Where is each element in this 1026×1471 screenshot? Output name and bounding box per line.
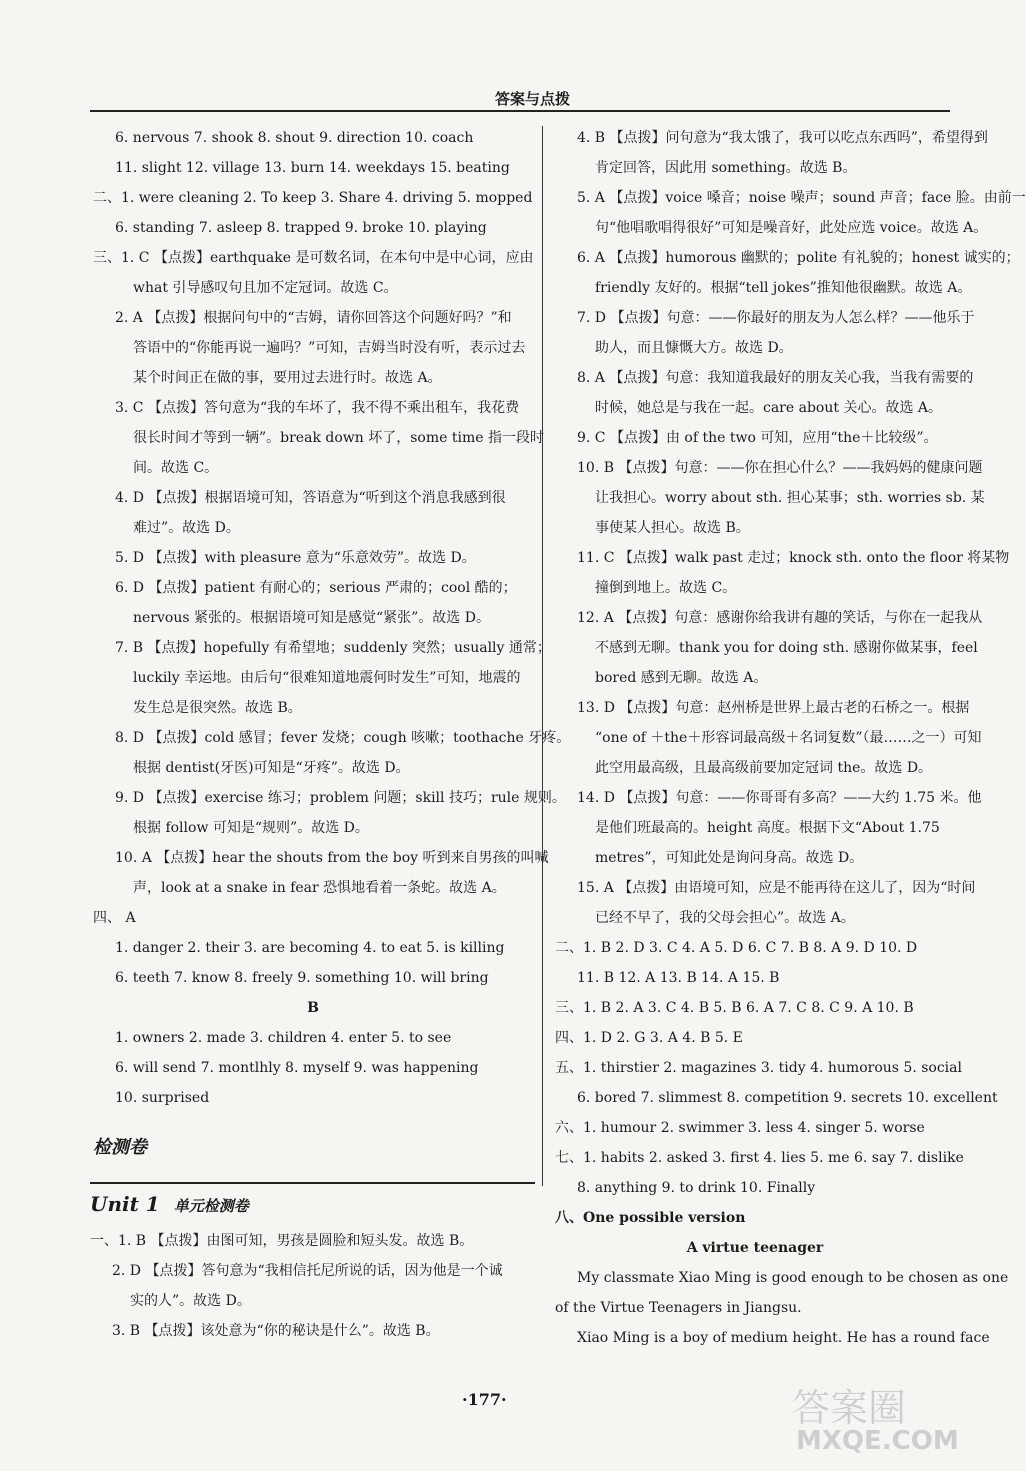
answer-line: 1. owners 2. made 3. children 4. enter 5. to see (115, 1030, 452, 1046)
answer-line: 四、1. D 2. G 3. A 4. B 5. E (555, 1030, 743, 1046)
answer-line: 间。故选 C。 (133, 460, 219, 476)
answer-line: luckily 幸运地。由后句“很难知道地震何时发生”可知，地震的 (133, 670, 521, 686)
answer-line: 10. A 【点拨】hear the shouts from the boy 听到来自男孩的叫喊 (115, 850, 549, 866)
answer-line: 助人，而且慷慨大方。故选 D。 (595, 340, 793, 356)
answer-line: 八、One possible version (555, 1210, 746, 1226)
answer-line: 8. A 【点拨】句意：我知道我最好的朋友关心我，当我有需要的 (577, 370, 974, 386)
answer-line: 事使某人担心。故选 B。 (595, 520, 750, 536)
answer-line: 6. bored 7. slimmest 8. competition 9. secrets 10. excellent (577, 1090, 998, 1106)
answer-line: 8. D 【点拨】cold 感冒；fever 发烧；cough 咳嗽；toothache 牙疼。 (115, 730, 571, 746)
answer-line: 1. danger 2. their 3. are becoming 4. to eat 5. is killing (115, 940, 505, 956)
answer-line: 6. will send 7. montlhly 8. myself 9. was happening (115, 1060, 479, 1076)
answer-line: 实的人”。故选 D。 (130, 1293, 251, 1309)
answer-line: 6. teeth 7. know 8. freely 9. something 10. will bring (115, 970, 489, 986)
answer-line: 12. A 【点拨】句意：感谢你给我讲有趣的笑话，与你在一起我从 (577, 610, 983, 626)
answer-line: 4. D 【点拨】根据语境可知，答语意为“听到这个消息我感到很 (115, 490, 506, 506)
answer-line: 一、1. B 【点拨】由图可知，男孩是圆脸和短头发。故选 B。 (90, 1233, 474, 1249)
answer-line: 5. A 【点拨】voice 嗓音；noise 噪声；sound 声音；face 脸。由前一 (577, 190, 1026, 206)
left-column (93, 123, 571, 1165)
answer-line: 8. anything 9. to drink 10. Finally (577, 1180, 816, 1196)
unit-title (90, 1184, 535, 1226)
answer-line: nervous 紧张的。根据语境可知是感觉“紧张”。故选 D。 (133, 610, 490, 626)
unit-subtitle: 单元检测卷 (173, 1197, 249, 1215)
page-header (90, 84, 950, 112)
watermark-text-cn: 答案圈 (792, 1386, 907, 1430)
section-title: 检测卷 (93, 1137, 147, 1158)
answer-line: 让我担心。worry about sth. 担心某事；sth. worries sb. 某 (595, 490, 985, 506)
answer-line: 7. D 【点拨】句意：——你最好的朋友为人怎么样？——他乐于 (577, 310, 975, 326)
answer-line: 四、 A (93, 910, 136, 926)
answer-line: 撞倒到地上。故选 C。 (595, 580, 737, 596)
answer-line: 答语中的“你能再说一遍吗？”可知，吉姆当时没有听，表示过去 (133, 340, 526, 356)
answer-line: 声，look at a snake in fear 恐惧地看着一条蛇。故选 A。 (133, 880, 506, 896)
answer-line: 6. nervous 7. shook 8. shout 9. direction 10. coach (115, 130, 474, 146)
answer-line: friendly 友好的。根据“tell jokes”推知他很幽默。故选 A。 (595, 280, 972, 296)
answer-line: 6. D 【点拨】patient 有耐心的；serious 严肃的；cool 酷的； (115, 580, 517, 596)
answer-line: 很长时间才等到一辆”。break down 坏了，some time 指一段时 (133, 430, 544, 446)
answer-line: Xiao Ming is a boy of medium height. He has a round face (577, 1330, 990, 1346)
answer-line: 13. D 【点拨】句意：赵州桥是世界上最古老的石桥之一。根据 (577, 700, 970, 716)
answer-line: My classmate Xiao Ming is good enough to be chosen as one (577, 1270, 1009, 1286)
answer-line: 11. slight 12. village 13. burn 14. weekdays 15. beating (115, 160, 510, 176)
watermark-logo (782, 1377, 972, 1455)
right-column (555, 123, 1026, 1353)
answer-line: 2. D 【点拨】答句意为“我相信托尼所说的话，因为他是一个诚 (112, 1263, 503, 1279)
essay (555, 1263, 1009, 1353)
answer-line: 10. B 【点拨】句意：——你在担心什么？——我妈妈的健康问题 (577, 460, 983, 476)
answer-line: 不感到无聊。thank you for doing sth. 感谢你做某事，feel (595, 640, 978, 656)
answer-line: B (307, 1000, 319, 1016)
answer-line: 难过”。故选 D。 (133, 520, 240, 536)
answer-line: 10. surprised (115, 1090, 210, 1106)
answer-line: 发生总是很突然。故选 B。 (133, 700, 302, 716)
answer-line: metres”，可知此处是询问身高。故选 D。 (595, 850, 864, 866)
answer-line: 6. standing 7. asleep 8. trapped 9. broke 10. playing (115, 220, 487, 236)
answer-line: 5. D 【点拨】with pleasure 意为“乐意效劳”。故选 D。 (115, 550, 476, 566)
answer-line: 4. B 【点拨】问句意为“我太饿了，我可以吃点东西吗”，希望得到 (577, 130, 988, 146)
answer-line: 已经不早了，我的父母会担心”。故选 A。 (595, 910, 855, 926)
unit-number: Unit 1 (90, 1192, 160, 1216)
answer-line: 五、1. thirstier 2. magazines 3. tidy 4. humorous 5. social (555, 1060, 962, 1076)
answer-line: 时候，她总是与我在一起。care about 关心。故选 A。 (595, 400, 943, 416)
answer-line: “one of ＋the＋形容词最高级＋名词复数”（最……之一）可知 (595, 730, 982, 746)
answer-line: bored 感到无聊。故选 A。 (595, 670, 768, 686)
answer-line: 二、1. were cleaning 2. To keep 3. Share 4. driving 5. mopped (93, 190, 533, 206)
answer-line: 根据 follow 可知是“规则”。故选 D。 (133, 820, 369, 836)
answer-line: 3. B 【点拨】该处意为“你的秘诀是什么”。故选 B。 (112, 1323, 440, 1339)
header-title: 答案与点拨 (495, 90, 571, 108)
answer-line: 9. D 【点拨】exercise 练习；problem 问题；skill 技巧；rule 规则。 (115, 790, 566, 806)
answer-line: 14. D 【点拨】句意：——你哥哥有多高？——大约 1.75 米。他 (577, 790, 982, 806)
unit-section (90, 1182, 535, 1346)
answer-line: 三、1. C 【点拨】earthquake 是可数名词，在本句中是中心词，应由 (93, 250, 534, 266)
answer-line: 3. C 【点拨】答句意为“我的车坏了，我不得不乘出租车，我花费 (115, 400, 520, 416)
watermark-text-en: MXQE.COM (796, 1426, 959, 1456)
answer-line: 11. C 【点拨】walk past 走过；knock sth. onto the floor 将某物 (577, 550, 1010, 566)
answer-line: A virtue teenager (686, 1240, 824, 1256)
answer-line: 六、1. humour 2. swimmer 3. less 4. singer 5. worse (555, 1120, 925, 1136)
answer-line: 二、1. B 2. D 3. C 4. A 5. D 6. C 7. B 8. A 9. D 10. D (555, 940, 918, 956)
answer-line: what 引导感叹句且加不定冠词。故选 C。 (133, 280, 398, 296)
answer-line: 7. B 【点拨】hopefully 有希望地；suddenly 突然；usually 通常； (115, 640, 551, 656)
answer-line: 11. B 12. A 13. B 14. A 15. B (577, 970, 780, 986)
answer-line: 此空用最高级，且最高级前要加定冠词 the。故选 D。 (595, 760, 933, 776)
page-number: ·177· (462, 1390, 507, 1409)
answer-line: 6. A 【点拨】humorous 幽默的；polite 有礼貌的；honest 诚实的； (577, 250, 1020, 266)
answer-line: 是他们班最高的。height 高度。根据下文“About 1.75 (595, 820, 940, 836)
answer-line: 9. C 【点拨】由 of the two 可知，应用“the＋比较级”。 (577, 430, 938, 446)
answer-line: 七、1. habits 2. asked 3. first 4. lies 5. me 6. say 7. dislike (555, 1150, 964, 1166)
answer-line: 肯定回答，因此用 something。故选 B。 (595, 160, 857, 176)
answer-line: 根据 dentist(牙医)可知是“牙疼”。故选 D。 (133, 760, 410, 776)
answer-line: 15. A 【点拨】由语境可知，应是不能再待在这儿了，因为“时间 (577, 880, 976, 896)
answer-line: of the Virtue Teenagers in Jiangsu. (555, 1300, 802, 1316)
answer-line: 某个时间正在做的事，要用过去进行时。故选 A。 (133, 370, 442, 386)
answer-line: 三、1. B 2. A 3. C 4. B 5. B 6. A 7. C 8. C 9. A 10. B (555, 1000, 914, 1016)
answer-line: 2. A 【点拨】根据问句中的“吉姆，请你回答这个问题好吗？”和 (115, 310, 512, 326)
answer-line: 句“他唱歌唱得很好”可知是噪音好，此处应选 voice。故选 A。 (595, 220, 988, 236)
